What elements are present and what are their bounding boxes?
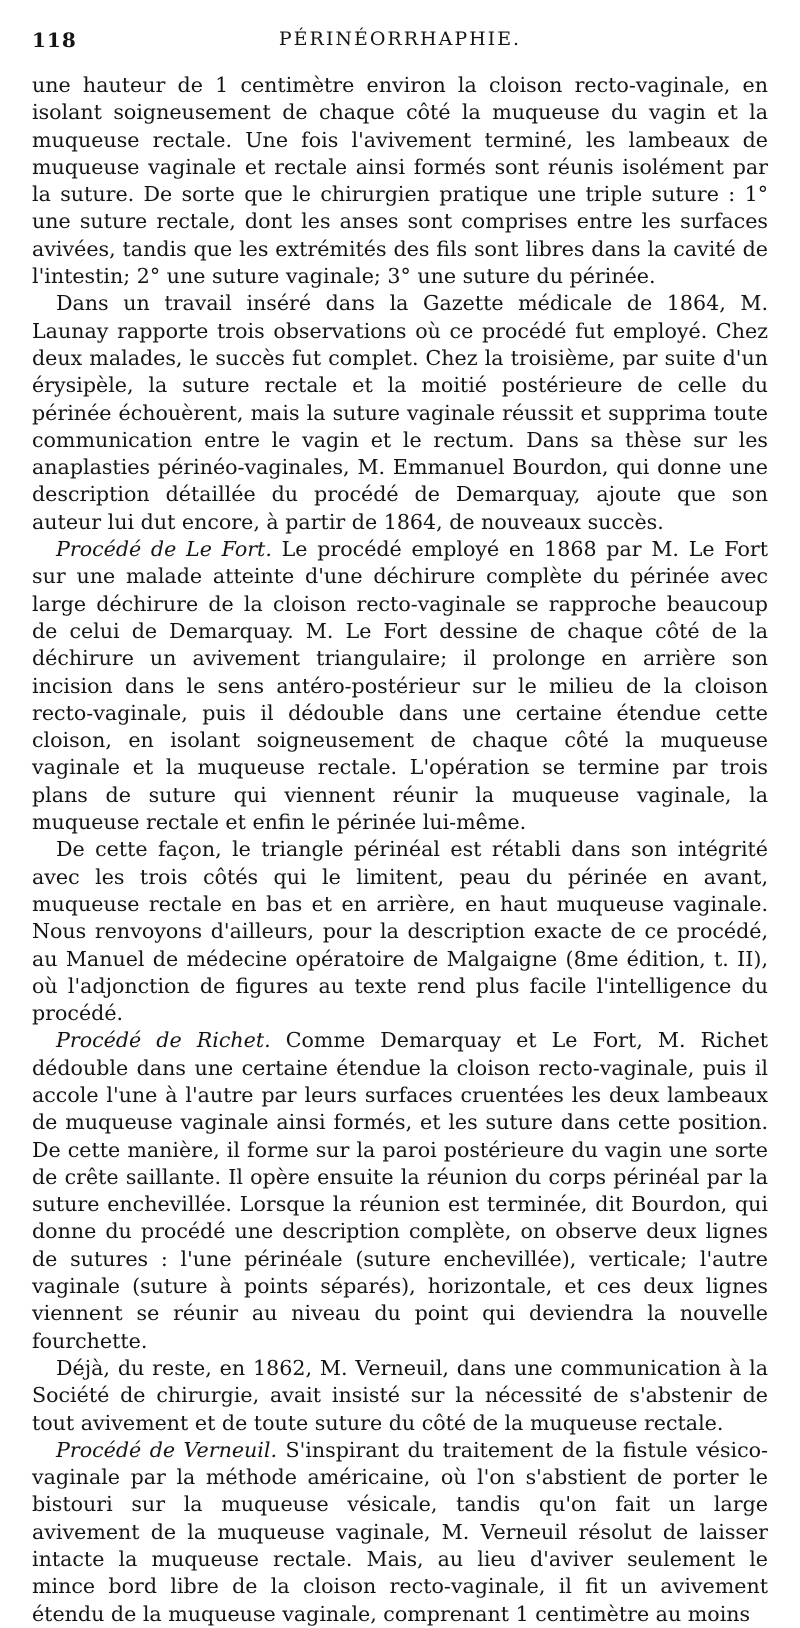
paragraph	[32, 1355, 768, 1437]
paragraph-text: Comme Demarquay et Le Fort, M. Richet dédouble dans une certaine étendue la cloison recto-vaginale, puis il accole l'une à l'autre par leurs surfaces cruentées les deux lambeaux de muqueuse vaginale ainsi formés, et les suture dans cette position. De cette manière, il forme sur la paroi postérieure du vagin une sorte de crête saillante. Il opère ensuite la réunion du corps périnéal par la suture enchevillée. Lorsque la réunion est terminée, dit Bourdon, qui donne du procédé une description complète, on observe deux lignes de sutures : l'une périnéale (suture enchevillée), verticale; l'autre vaginale (suture à points séparés), horizontale, et ces deux lignes viennent se réunir au niveau du point qui deviendra la nouvelle fourchette.	[32, 1028, 768, 1353]
paragraph	[32, 1437, 768, 1628]
paragraph	[32, 72, 768, 290]
page-header	[32, 28, 768, 58]
section-lead: Procédé de Verneuil.	[56, 1437, 286, 1462]
paragraph	[32, 290, 768, 536]
running-title: PÉRINÉORRHAPHIE.	[278, 28, 522, 50]
paragraph-text: une hauteur de 1 centimètre environ la cloison recto-vaginale, en isolant soigneusement de chaque côté la muqueuse du vagin et la muqueuse rectale. Une fois l'avivement terminé, les lambeaux de muqueuse vaginale et rectale ainsi formés sont réunis isolément par la suture. De sorte que le chirurgien pratique une triple suture : 1° une suture rectale, dont les anses sont comprises entre les surfaces avivées, tandis que les extrémités des fils sont libres dans la cavité de l'intestin; 2° une suture vaginale; 3° une suture du périnée.	[32, 73, 768, 289]
section-lead: Procédé de Le Fort.	[56, 537, 282, 562]
paragraph-text: Déjà, du reste, en 1862, M. Verneuil, dans une communication à la Société de chirurgie, avait insisté sur la nécessité de s'abstenir de tout avivement et de toute suture du côté de la muqueuse rectale.	[32, 1355, 768, 1435]
page-number: 118	[32, 28, 77, 52]
paragraph-text: De cette façon, le triangle périnéal est rétabli dans son intégrité avec les trois côtés qui le limitent, peau du périnée en avant, muqueuse rectale en bas et en arrière, en haut muqueuse vaginale. Nous renvoyons d'ailleurs, pour la description exacte de ce procédé, au Manuel de médecine opératoire de Malgaigne (8me édition, t. II), où l'adjonction de figures au texte rend plus facile l'intelligence du procédé.	[32, 837, 768, 1026]
paragraph-text: Dans un travail inséré dans la Gazette médicale de 1864, M. Launay rapporte trois observations où ce procédé fut employé. Chez deux malades, le succès fut complet. Chez la troisième, par suite d'un érysipèle, la suture rectale et la moitié postérieure de celle du périnée échouèrent, mais la suture vaginale réussit et supprima toute communication entre le vagin et le rectum. Dans sa thèse sur les anaplasties périnéo-vaginales, M. Emmanuel Bourdon, qui donne une description détaillée du procédé de Demarquay, ajoute que son auteur lui dut encore, à partir de 1864, de nouveaux succès.	[32, 291, 768, 534]
section-lead: Procédé de Richet.	[56, 1028, 286, 1053]
paragraph	[32, 536, 768, 836]
paragraph	[32, 836, 768, 1027]
paragraph-text: S'inspirant du traitement de la fistule vésico-vaginale par la méthode américaine, où l'on s'abstient de porter le bistouri sur la muqueuse vésicale, tandis qu'on fait un large avivement de la muqueuse vaginale, M. Verneuil résolut de laisser intacte la muqueuse rectale. Mais, au lieu d'aviver seulement le mince bord libre de la cloison recto-vaginale, il fit un avivement étendu de la muqueuse vaginale, comprenant 1 centimètre au moins	[32, 1437, 768, 1626]
paragraph-text: Le procédé employé en 1868 par M. Le Fort sur une malade atteinte d'une déchirure complète du périnée avec large déchirure de la cloison recto-vaginale se rapproche beaucoup de celui de Demarquay. M. Le Fort dessine de chaque côté de la déchirure un avivement triangulaire; il prolonge en arrière son incision dans le sens antéro-postérieur sur le milieu de la cloison recto-vaginale, puis il dédouble dans une certaine étendue cette cloison, en isolant soigneusement de chaque côté la muqueuse vaginale et la muqueuse rectale. L'opération se termine par trois plans de suture qui viennent réunir la muqueuse vaginale, la muqueuse rectale et enfin le périnée lui-même.	[32, 537, 768, 835]
body-text	[32, 72, 768, 1628]
paragraph	[32, 1027, 768, 1355]
